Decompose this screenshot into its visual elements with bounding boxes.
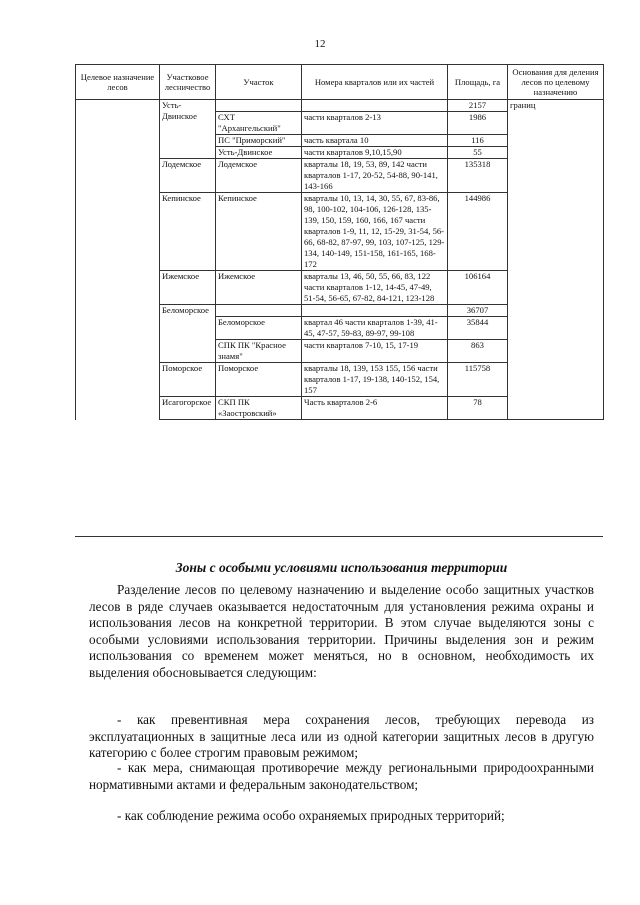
area-cell: 135318 xyxy=(448,159,508,193)
plot-cell: Кепинское xyxy=(216,193,302,271)
district-cell: Лодемское xyxy=(160,159,216,193)
area-cell: 106164 xyxy=(448,271,508,305)
plot-cell: Усть-Двинское xyxy=(216,147,302,159)
header-quarters: Номера кварталов или их частей xyxy=(302,65,448,100)
purpose-cell xyxy=(76,100,160,420)
header-district: Участковое лесничество xyxy=(160,65,216,100)
district-cell: Исагогорское xyxy=(160,397,216,420)
plot-cell xyxy=(216,305,302,317)
table-bottom-border xyxy=(75,536,603,537)
forest-zoning-table xyxy=(75,64,604,420)
table-row xyxy=(76,100,604,112)
quarters-cell: квартал 46 части кварталов 1-39, 41-45, 47-57, 59-83, 89-97, 99-108 xyxy=(302,317,448,340)
plot-cell: ПС "Приморский" xyxy=(216,135,302,147)
bullet-item: - как соблюдение режима особо охраняемых природных территорий; xyxy=(117,808,505,823)
quarters-cell: части кварталов 2-13 xyxy=(302,112,448,135)
header-basis: Основания для деления лесов по целевому назначению xyxy=(508,65,604,100)
quarters-cell xyxy=(302,100,448,112)
plot-cell: Лодемское xyxy=(216,159,302,193)
plot-cell: СХТ "Архангельский" xyxy=(216,112,302,135)
plot-cell: Ижемское xyxy=(216,271,302,305)
table-header-row xyxy=(76,65,604,100)
bullet-item: - как превентивная мера сохранения лесов, требующих перевода из эксплуатационных в защитные леса или из одной категории защитных лесов в другую категорию с более строгим правовым режимом; xyxy=(89,712,594,760)
quarters-cell: Часть кварталов 2-6 xyxy=(302,397,448,420)
quarters-cell: кварталы 18, 19, 53, 89, 142 части кварталов 1-17, 20-52, 54-88, 90-141, 143-166 xyxy=(302,159,448,193)
district-cell: Кепинское xyxy=(160,193,216,271)
header-area: Площадь, га xyxy=(448,65,508,100)
plot-cell: Поморское xyxy=(216,363,302,397)
area-cell: 2157 xyxy=(448,100,508,112)
area-cell: 55 xyxy=(448,147,508,159)
quarters-cell: кварталы 10, 13, 14, 30, 55, 67, 83-86, 98, 100-102, 104-106, 126-128, 135-139, 150, 159, 160, 166, 167 части кварталов 1-9, 11, 12, 15-29, 31-54, 56-66, 68-82, 87-97, 99, 103, 107-125, 129-134, 140-149, 151-158, 161-165, 168-172 xyxy=(302,193,448,271)
plot-cell: СКП ПК «Заостровский» xyxy=(216,397,302,420)
quarters-cell: часть квартала 10 xyxy=(302,135,448,147)
area-cell: 36707 xyxy=(448,305,508,317)
header-purpose: Целевое назначение лесов xyxy=(76,65,160,100)
quarters-cell: кварталы 18, 139, 153 155, 156 части кварталов 1-17, 19-138, 140-152, 154, 157 xyxy=(302,363,448,397)
plot-cell xyxy=(216,100,302,112)
district-cell: Беломорское xyxy=(160,305,216,363)
bullet-item: - как мера, снимающая противоречие между региональными природоохранными нормативными актами и федеральным законодательством; xyxy=(89,760,594,792)
district-cell: Поморское xyxy=(160,363,216,397)
quarters-cell: части кварталов 9,10,15,90 xyxy=(302,147,448,159)
section-heading: Зоны с особыми условиями использования территории xyxy=(175,560,508,575)
section-paragraph: Разделение лесов по целевому назначению и выделение особо защитных участков лесов в ряде случаев оказывается недостаточным для установления режима охраны и использования лесов на конкретной территории. В этом случае выделяются зоны с особыми условиями использования территории. Причины выделения зон и режим использования со временем может меняться, но в основном, необходимость их выделения обосновывается следующим: xyxy=(89,582,594,680)
area-cell: 863 xyxy=(448,340,508,363)
area-cell: 35844 xyxy=(448,317,508,340)
area-cell: 78 xyxy=(448,397,508,420)
plot-cell: СПК ПК "Красное знамя" xyxy=(216,340,302,363)
area-cell: 115758 xyxy=(448,363,508,397)
header-plot: Участок xyxy=(216,65,302,100)
area-cell: 1986 xyxy=(448,112,508,135)
area-cell: 116 xyxy=(448,135,508,147)
area-cell: 144986 xyxy=(448,193,508,271)
quarters-cell: части кварталов 7-10, 15, 17-19 xyxy=(302,340,448,363)
page-number: 12 xyxy=(314,38,326,50)
quarters-cell xyxy=(302,305,448,317)
quarters-cell: кварталы 13, 46, 50, 55, 66, 83, 122 части кварталов 1-12, 14-45, 47-49, 51-54, 56-65, 67-82, 84-121, 123-128 xyxy=(302,271,448,305)
district-cell: Ижемское xyxy=(160,271,216,305)
district-cell: Усть-Двинское xyxy=(160,100,216,159)
basis-cell: границ xyxy=(508,100,604,420)
plot-cell: Беломорское xyxy=(216,317,302,340)
